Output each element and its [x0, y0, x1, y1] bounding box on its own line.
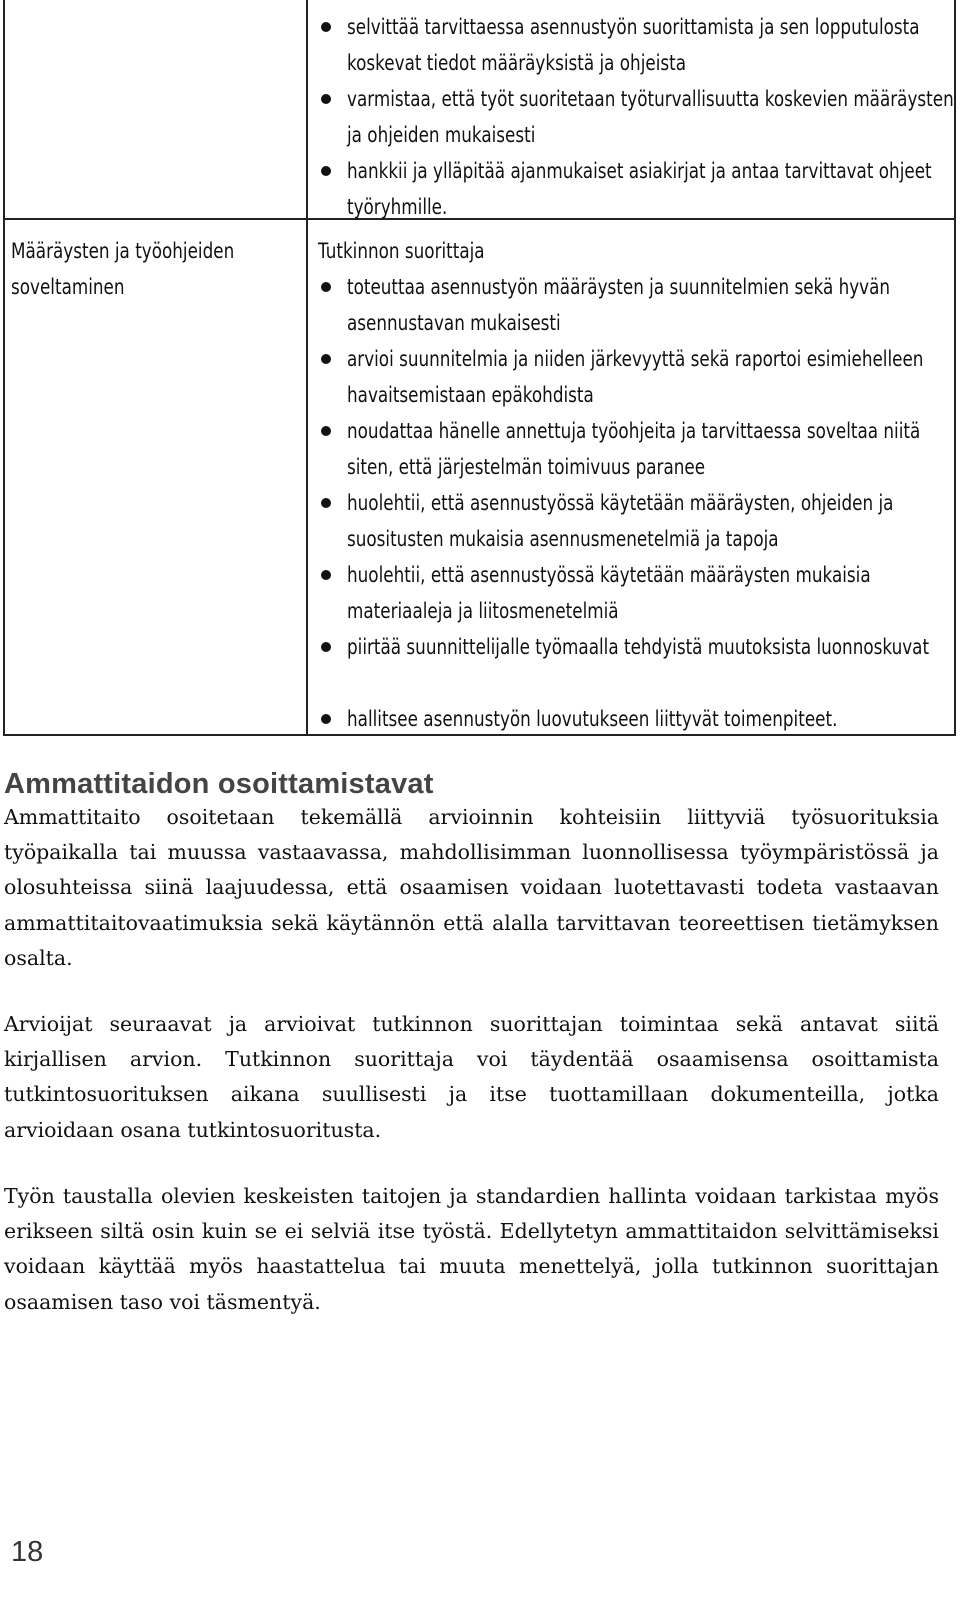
- list-item: [347, 485, 960, 557]
- bullet-icon: [321, 94, 331, 104]
- list-item-text: selvittää tarvittaessa asennustyön suorittamista ja sen lopputulosta koskevat tiedot määräyksistä ja ohjeista: [347, 15, 920, 75]
- bullet-icon: [321, 22, 331, 32]
- bullet-icon: [321, 498, 331, 508]
- list-item-text: arvioi suunnitelmia ja niiden järkevyyttä sekä raportoi esimiehelleen havaitsemistaan epäkohdista: [347, 347, 924, 407]
- list-item-text: hankkii ja ylläpitää ajanmukaiset asiakirjat ja antaa tarvittavat ohjeet työryhmille.: [347, 159, 932, 219]
- list-item: [347, 629, 960, 701]
- table-column-divider: [306, 0, 308, 736]
- list-item: [347, 557, 960, 629]
- bullet-list-top: [347, 9, 960, 225]
- list-item: [347, 153, 960, 225]
- list-item-text: hallitsee asennustyön luovutukseen liittyvät toimenpiteet.: [347, 707, 838, 731]
- list-item: [347, 341, 960, 413]
- bullet-icon: [321, 714, 331, 724]
- list-item-text: piirtää suunnittelijalle työmaalla tehdyistä muutoksista luonnoskuvat: [347, 635, 930, 659]
- table-cell-top-right: [318, 9, 960, 225]
- list-item-text: huolehtii, että asennustyössä käytetään määräysten mukaisia materiaaleja ja liitosmenetelmiä: [347, 563, 871, 623]
- section-heading: Ammattitaidon osoittamistavat: [4, 768, 434, 800]
- list-item-text: noudattaa hänelle annettuja työohjeita ja tarvittaessa soveltaa niitä siten, että järjestelmän toimivuus paranee: [347, 419, 921, 479]
- list-item: [347, 701, 960, 737]
- paragraph: Työn taustalla olevien keskeisten taitojen ja standardien hallinta voidaan tarkistaa myös erikseen siltä osin kuin se ei selviä itse työstä. Edellytetyn ammattitaidon selvittämiseksi voidaan käyttää myös haastattelua tai muuta menettelyä, jolla tutkinnon suorittajan osaamisen taso voi täsmentyä.: [4, 1184, 939, 1314]
- page-number: 18: [11, 1536, 44, 1568]
- list-item-text: huolehtii, että asennustyössä käytetään määräysten, ohjeiden ja suositusten mukaisia asennusmenetelmiä ja tapoja: [347, 491, 894, 551]
- row-label: Määräysten ja työohjeiden soveltaminen: [11, 239, 235, 299]
- bullet-icon: [321, 166, 331, 176]
- list-item: [347, 9, 960, 81]
- list-item-text: varmistaa, että työt suoritetaan työturvallisuutta koskevien määräysten ja ohjeiden mukaisesti: [347, 87, 954, 147]
- criteria-subheading: Tutkinnon suorittaja: [318, 239, 485, 263]
- list-item: [347, 413, 960, 485]
- paragraph: Ammattitaito osoitetaan tekemällä arvioinnin kohteisiin liittyviä työsuorituksia työpaikalla tai muussa vastaavassa, mahdollisimman luonnollisessa työympäristössä ja olosuhteissa siinä laajuudessa, että osaamisen voidaan luotettavasti todeta vastaavan ammattitaitovaatimuksia sekä käytännön että alalla tarvittavan teoreettisen tietämyksen osalta.: [4, 805, 939, 970]
- bullet-icon: [321, 354, 331, 364]
- list-item: [347, 269, 960, 341]
- bullet-icon: [321, 426, 331, 436]
- bullet-list-criteria: [347, 269, 960, 737]
- list-item-text: toteuttaa asennustyön määräysten ja suunnitelmien sekä hyvän asennustavan mukaisesti: [347, 275, 891, 335]
- paragraph: Arvioijat seuraavat ja arvioivat tutkinnon suorittajan toimintaa sekä antavat siitä kirjallisen arvion. Tutkinnon suorittaja voi täydentää osaamisensa osoittamista tutkintosuorituksen aikana suullisesti ja itse tuottamillaan dokumenteilla, jotka arvioidaan osana tutkintosuoritusta.: [4, 1012, 939, 1142]
- bullet-icon: [321, 282, 331, 292]
- list-item: [347, 81, 960, 153]
- bullet-icon: [321, 570, 331, 580]
- table-border-left: [3, 0, 5, 736]
- table-cell-row-label: [11, 233, 321, 305]
- bullet-icon: [321, 642, 331, 652]
